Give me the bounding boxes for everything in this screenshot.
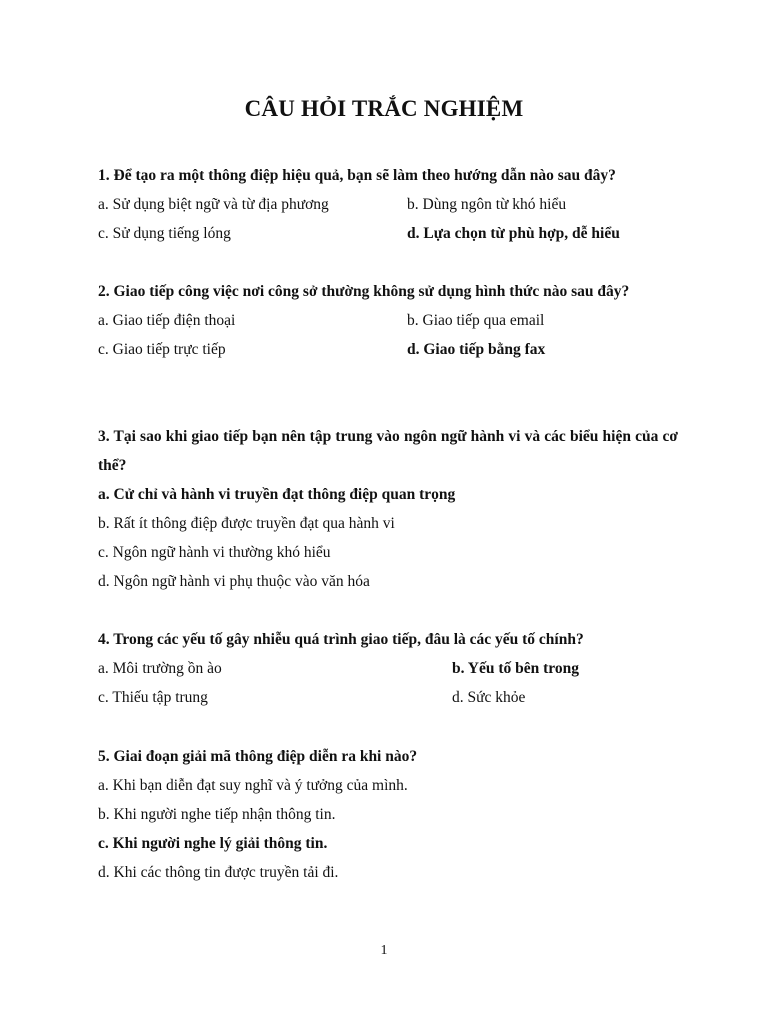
option-a: a. Khi bạn diễn đạt suy nghĩ và ý tưởng của mình.: [98, 777, 408, 794]
option-row: [98, 800, 678, 829]
question-2: [98, 277, 678, 364]
option-d: d. Ngôn ngữ hành vi phụ thuộc vào văn hóa: [98, 573, 370, 590]
option-a-correct: a. Cử chỉ và hành vi truyền đạt thông điệp quan trọng: [98, 486, 456, 503]
option-d-correct: d. Lựa chọn từ phù hợp, dễ hiểu: [407, 225, 620, 242]
question-1: [98, 161, 678, 248]
option-a: a. Sử dụng biệt ngữ và từ địa phương: [98, 196, 329, 213]
option-c: c. Sử dụng tiếng lóng: [98, 225, 231, 242]
option-d: d. Sức khỏe: [452, 689, 526, 706]
option-row: [98, 567, 678, 596]
page-number: 1: [380, 943, 388, 958]
option-c-correct: c. Khi người nghe lý giải thông tin.: [98, 835, 328, 852]
option-b: b. Dùng ngôn từ khó hiểu: [407, 196, 567, 213]
option-row: [98, 335, 678, 364]
option-d: d. Khi các thông tin được truyền tải đi.: [98, 864, 339, 881]
option-a: a. Môi trường ồn ào: [98, 660, 222, 677]
option-a: a. Giao tiếp điện thoại: [98, 312, 236, 329]
option-b: b. Khi người nghe tiếp nhận thông tin.: [98, 806, 336, 823]
option-b-correct: b. Yếu tố bên trong: [452, 660, 580, 677]
option-row: [98, 771, 678, 800]
option-c: c. Thiếu tập trung: [98, 689, 208, 706]
question-stem: 3. Tại sao khi giao tiếp bạn nên tập trung vào ngôn ngữ hành vi và các biểu hiện của cơ thể?: [98, 428, 678, 474]
option-d-correct: d. Giao tiếp bằng fax: [407, 341, 546, 358]
question-5: [98, 742, 678, 887]
document-title: CÂU HỎI TRẮC NGHIỆM: [244, 96, 524, 121]
option-row: [98, 509, 678, 538]
option-row: [98, 683, 678, 712]
question-4: [98, 625, 678, 712]
option-row: [98, 829, 678, 858]
question-stem: 2. Giao tiếp công việc nơi công sở thường không sử dụng hình thức nào sau đây?: [98, 283, 630, 300]
option-row: [98, 858, 678, 887]
option-row: [98, 654, 678, 683]
question-stem: 1. Để tạo ra một thông điệp hiệu quả, bạn sẽ làm theo hướng dẫn nào sau đây?: [98, 167, 616, 184]
option-row: [98, 306, 678, 335]
question-stem: 4. Trong các yếu tố gây nhiễu quá trình giao tiếp, đâu là các yếu tố chính?: [98, 631, 584, 648]
option-row: [98, 190, 678, 219]
question-3: [98, 422, 678, 596]
option-c: c. Ngôn ngữ hành vi thường khó hiểu: [98, 544, 331, 561]
option-b: b. Rất ít thông điệp được truyền đạt qua hành vi: [98, 515, 395, 532]
option-c: c. Giao tiếp trực tiếp: [98, 341, 226, 358]
question-stem: 5. Giai đoạn giải mã thông điệp diễn ra khi nào?: [98, 748, 418, 765]
option-row: [98, 219, 678, 248]
option-row: [98, 480, 678, 509]
option-b: b. Giao tiếp qua email: [407, 312, 545, 329]
option-row: [98, 538, 678, 567]
